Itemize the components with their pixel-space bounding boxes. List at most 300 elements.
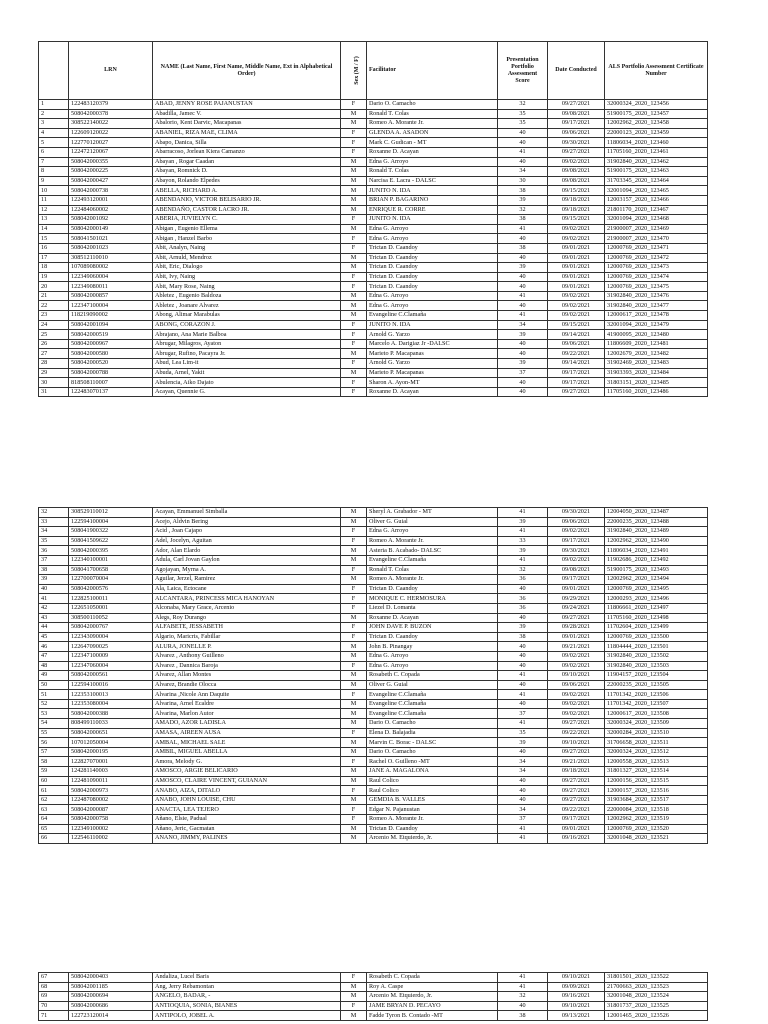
name-cell: Abuda, Arnel, Yakit	[153, 368, 341, 378]
facilitator-cell: BRIAN P. BAGARINO	[367, 195, 498, 205]
date-cell: 09/17/2021	[548, 575, 605, 585]
row-number: 62	[39, 795, 69, 805]
lrn-cell: 508042000561	[69, 671, 153, 681]
name-header: NAME (Last Name, First Name, Middle Name, Ext in Alphabetical Order)	[153, 42, 341, 100]
lrn-cell: 508042000738	[69, 186, 153, 196]
assessment-table-page-2	[38, 507, 708, 844]
name-cell: Alegs, Roy Durango	[153, 613, 341, 623]
name-cell: Abayan, Romnick D.	[153, 167, 341, 177]
name-cell: ALURA, JONELLE P.	[153, 642, 341, 652]
certificate-cell: 12000617_2020_123478	[605, 311, 708, 321]
facilitator-cell: Trictan D. Caandoy	[367, 584, 498, 594]
sex-cell: M	[341, 291, 367, 301]
row-number: 49	[39, 671, 69, 681]
certificate-cell: 12000769_2020_123471	[605, 243, 708, 253]
sex-cell: F	[341, 584, 367, 594]
table-row	[39, 757, 708, 767]
lrn-cell: 508042000378	[69, 109, 153, 119]
score-cell: 40	[498, 157, 548, 167]
lrn-cell: 508042000788	[69, 368, 153, 378]
sex-cell: M	[341, 205, 367, 215]
row-number: 31	[39, 387, 69, 397]
lrn-cell: 122594100004	[69, 517, 153, 527]
certificate-cell: 11701342_2020_123506	[605, 690, 708, 700]
sex-cell: F	[341, 661, 367, 671]
score-cell: 40	[498, 349, 548, 359]
date-cell: 09/13/2021	[548, 1011, 605, 1021]
score-cell: 41	[498, 973, 548, 983]
date-cell: 09/28/2021	[548, 623, 605, 633]
facilitator-cell: Roxanne D. Acayan	[367, 147, 498, 157]
name-cell: Abletez , Joanare Alvarez	[153, 301, 341, 311]
row-number: 61	[39, 786, 69, 796]
table-row	[39, 738, 708, 748]
certificate-cell: 12000617_2020_123508	[605, 709, 708, 719]
name-cell: Aguilar, Jerzel, Ramirez	[153, 575, 341, 585]
table-row	[39, 546, 708, 556]
row-number: 36	[39, 546, 69, 556]
score-cell: 32	[498, 100, 548, 110]
table-row	[39, 138, 708, 148]
lrn-cell: 122483120379	[69, 100, 153, 110]
sex-cell: M	[341, 263, 367, 273]
lrn-cell: 308512110010	[69, 253, 153, 263]
sex-cell: F	[341, 1001, 367, 1011]
date-cell: 09/01/2021	[548, 253, 605, 263]
row-number: 11	[39, 195, 69, 205]
certificate-cell: 51900175_2020_123457	[605, 109, 708, 119]
table-row	[39, 584, 708, 594]
facilitator-cell: Roxanne D. Acayan	[367, 613, 498, 623]
certificate-cell: 12000157_2020_123516	[605, 786, 708, 796]
score-cell: 38	[498, 632, 548, 642]
table-row	[39, 349, 708, 359]
name-cell: Amora, Melody G.	[153, 757, 341, 767]
score-cell: 39	[498, 359, 548, 369]
row-number: 9	[39, 176, 69, 186]
score-cell: 40	[498, 747, 548, 757]
row-number: 8	[39, 167, 69, 177]
sex-cell: F	[341, 973, 367, 983]
lrn-cell: 508042000576	[69, 584, 153, 594]
lrn-cell: 122827070001	[69, 757, 153, 767]
date-cell: 09/06/2021	[548, 128, 605, 138]
sex-cell: F	[341, 786, 367, 796]
facilitator-cell: GLENDA A. ASADON	[367, 128, 498, 138]
sex-cell: F	[341, 359, 367, 369]
certificate-cell: 31801501_2020_123522	[605, 973, 708, 983]
score-cell: 41	[498, 291, 548, 301]
table-row	[39, 815, 708, 825]
name-cell: Abrugar, Rufino, Pacayra Jr.	[153, 349, 341, 359]
row-number: 30	[39, 378, 69, 388]
table-row	[39, 805, 708, 815]
certificate-cell: 31903393_2020_123484	[605, 368, 708, 378]
name-cell: Abit, Eric, Dialogo	[153, 263, 341, 273]
sex-cell: F	[341, 690, 367, 700]
facilitator-cell: Arnold G. Yarzo	[367, 330, 498, 340]
sex-cell: M	[341, 671, 367, 681]
date-cell: 09/16/2021	[548, 992, 605, 1002]
lrn-cell: 122770120027	[69, 138, 153, 148]
sex-cell: M	[341, 992, 367, 1002]
table-row	[39, 157, 708, 167]
sex-cell: F	[341, 632, 367, 642]
sex-cell: M	[341, 709, 367, 719]
date-cell: 09/22/2021	[548, 349, 605, 359]
lrn-cell: 122493120001	[69, 195, 153, 205]
sex-cell: F	[341, 594, 367, 604]
row-number: 65	[39, 824, 69, 834]
name-cell: Andaliza, Lucel Baris	[153, 973, 341, 983]
row-number: 39	[39, 575, 69, 585]
name-cell: Abong, Alimar Marabulas	[153, 311, 341, 321]
row-number: 18	[39, 263, 69, 273]
row-number: 48	[39, 661, 69, 671]
name-cell: ABANIEL, RIZA MAE, CLIMA	[153, 128, 341, 138]
certificate-cell: 31703345_2020_123464	[605, 176, 708, 186]
score-cell: 40	[498, 378, 548, 388]
row-number: 14	[39, 224, 69, 234]
facilitator-cell: Romeo A. Morante Jr.	[367, 536, 498, 546]
table-row	[39, 834, 708, 844]
lrn-cell: 122483070137	[69, 387, 153, 397]
name-cell: ANACTA, LEA TEJERO	[153, 805, 341, 815]
lrn-cell: 122825100011	[69, 594, 153, 604]
lrn-cell: 508041700658	[69, 565, 153, 575]
certificate-cell: 12002962_2020_123490	[605, 536, 708, 546]
lrn-cell: 508041509622	[69, 536, 153, 546]
sex-cell: M	[341, 795, 367, 805]
row-number: 3	[39, 119, 69, 129]
certificate-cell: 22000084_2020_123518	[605, 805, 708, 815]
sex-cell: F	[341, 138, 367, 148]
certificate-cell: 21801170_2020_123467	[605, 205, 708, 215]
row-number: 32	[39, 508, 69, 518]
row-number: 5	[39, 138, 69, 148]
facilitator-cell: Dario O. Camacho	[367, 100, 498, 110]
name-cell: ABENDAÑO, CASTOR LACRO JR.	[153, 205, 341, 215]
certificate-cell: 12000156_2020_123515	[605, 776, 708, 786]
certificate-cell: 32000324_2020_123509	[605, 719, 708, 729]
facilitator-cell: Evangeline C.Clamaña	[367, 690, 498, 700]
date-cell: 09/24/2021	[548, 603, 605, 613]
facilitator-cell: John B. Pinangay	[367, 642, 498, 652]
sex-cell: F	[341, 330, 367, 340]
row-number: 16	[39, 243, 69, 253]
table-row	[39, 176, 708, 186]
sex-cell: F	[341, 527, 367, 537]
lrn-cell: 122353080004	[69, 699, 153, 709]
facilitator-cell: Trictan D. Caandoy	[367, 253, 498, 263]
name-cell: Acayan, Emmanuel Simballa	[153, 508, 341, 518]
row-number: 37	[39, 555, 69, 565]
row-number: 6	[39, 147, 69, 157]
name-cell: Abigan , Eugenio Ellema	[153, 224, 341, 234]
row-number: 50	[39, 680, 69, 690]
certificate-cell: 12000769_2020_123500	[605, 632, 708, 642]
score-cell: 39	[498, 623, 548, 633]
row-number: 46	[39, 642, 69, 652]
row-number: 71	[39, 1011, 69, 1021]
table-row	[39, 1001, 708, 1011]
table-row	[39, 651, 708, 661]
lrn-cell: 122700070004	[69, 575, 153, 585]
name-cell: Acejo, Aldvin Bering	[153, 517, 341, 527]
date-cell: 09/01/2021	[548, 824, 605, 834]
facilitator-cell: Edgar N. Pajanustan	[367, 805, 498, 815]
table-row	[39, 973, 708, 983]
lrn-cell: 122609120022	[69, 128, 153, 138]
date-cell: 09/30/2021	[548, 138, 605, 148]
score-cell: 34	[498, 757, 548, 767]
date-cell: 09/10/2021	[548, 1001, 605, 1011]
table-row	[39, 690, 708, 700]
date-cell: 09/02/2021	[548, 311, 605, 321]
lrn-cell: 122347060004	[69, 661, 153, 671]
score-cell: 40	[498, 387, 548, 397]
sex-cell: F	[341, 282, 367, 292]
facilitator-cell: Dario O. Camacho	[367, 719, 498, 729]
score-cell: 40	[498, 253, 548, 263]
score-cell: 41	[498, 147, 548, 157]
facilitator-cell: Trictan D. Caandoy	[367, 282, 498, 292]
sex-cell: M	[341, 1011, 367, 1021]
row-number: 67	[39, 973, 69, 983]
date-cell: 09/27/2021	[548, 776, 605, 786]
score-header: Presentation Portfolio Assessment Score	[498, 42, 548, 100]
certificate-cell: 51900175_2020_123493	[605, 565, 708, 575]
sex-cell: F	[341, 128, 367, 138]
lrn-cell: 508042000427	[69, 176, 153, 186]
table-row	[39, 253, 708, 263]
name-cell: AMOSCO, ARGIE BELICARIO	[153, 767, 341, 777]
date-cell: 09/17/2021	[548, 368, 605, 378]
score-cell: 38	[498, 215, 548, 225]
score-cell: 40	[498, 339, 548, 349]
name-cell: ABERIA, JUVIELYN C.	[153, 215, 341, 225]
lrn-cell: 122340100001	[69, 555, 153, 565]
lrn-cell: 508042000225	[69, 167, 153, 177]
certificate-cell: 11705160_2020_123486	[605, 387, 708, 397]
lrn-cell: 508042000087	[69, 805, 153, 815]
date-cell: 09/09/2021	[548, 982, 605, 992]
sex-cell: F	[341, 815, 367, 825]
row-number: 13	[39, 215, 69, 225]
facilitator-cell: Ronald T. Colas	[367, 565, 498, 575]
certificate-cell: 31903684_2020_123517	[605, 795, 708, 805]
lrn-cell: 508042000195	[69, 747, 153, 757]
row-number: 51	[39, 690, 69, 700]
facilitator-header: Facilitator	[367, 42, 498, 100]
sex-cell: M	[341, 301, 367, 311]
row-number: 70	[39, 1001, 69, 1011]
score-cell: 40	[498, 272, 548, 282]
score-cell: 36	[498, 575, 548, 585]
date-cell: 09/27/2021	[548, 719, 605, 729]
date-cell: 09/17/2021	[548, 536, 605, 546]
facilitator-cell: Marvin C. Borac - DALSC	[367, 738, 498, 748]
row-number: 53	[39, 709, 69, 719]
score-cell: 40	[498, 128, 548, 138]
table-row	[39, 215, 708, 225]
score-cell: 39	[498, 546, 548, 556]
lrn-cell: 122723120014	[69, 1011, 153, 1021]
lrn-cell: 122594100016	[69, 680, 153, 690]
sex-cell: F	[341, 387, 367, 397]
facilitator-cell: Rachel O. Guilleno -MT	[367, 757, 498, 767]
table-row	[39, 594, 708, 604]
sex-header-label: Sex (M / F)	[353, 56, 360, 85]
sex-cell: M	[341, 186, 367, 196]
facilitator-cell: Marcelo A. Darigiaz Jr -DALSC	[367, 339, 498, 349]
name-cell: ANANO, JIMMY, PALINES	[153, 834, 341, 844]
table-row	[39, 224, 708, 234]
score-cell: 30	[498, 176, 548, 186]
score-cell: 40	[498, 680, 548, 690]
score-cell: 36	[498, 603, 548, 613]
sex-cell: F	[341, 215, 367, 225]
table-row	[39, 632, 708, 642]
name-cell: ABAD, JENNY ROSE PAJANUSTAN	[153, 100, 341, 110]
certificate-cell: 31902840_2020_123503	[605, 661, 708, 671]
lrn-cell: 122347100004	[69, 301, 153, 311]
certificate-cell: 12001465_2020_123526	[605, 1011, 708, 1021]
row-number: 42	[39, 603, 69, 613]
certificate-cell: 21900007_2020_123470	[605, 234, 708, 244]
date-cell: 09/02/2021	[548, 709, 605, 719]
name-cell: Añano, Jeric, Gacmatan	[153, 824, 341, 834]
sex-cell: M	[341, 982, 367, 992]
score-cell: 39	[498, 195, 548, 205]
sex-cell: M	[341, 195, 367, 205]
sex-cell: M	[341, 767, 367, 777]
score-cell: 35	[498, 728, 548, 738]
sex-cell: F	[341, 805, 367, 815]
certificate-cell: 31902840_2020_123476	[605, 291, 708, 301]
table-row	[39, 205, 708, 215]
num-header	[39, 42, 69, 100]
name-cell: ANTIOQUIA, SONIA, BIANES	[153, 1001, 341, 1011]
lrn-cell: 122343090004	[69, 632, 153, 642]
row-number: 27	[39, 349, 69, 359]
sex-cell: M	[341, 747, 367, 757]
sex-cell: M	[341, 253, 367, 263]
date-cell: 09/02/2021	[548, 661, 605, 671]
sex-cell: F	[341, 757, 367, 767]
score-cell: 37	[498, 815, 548, 825]
table-row	[39, 508, 708, 518]
score-cell: 34	[498, 805, 548, 815]
sex-cell: M	[341, 157, 367, 167]
certificate-cell: 32001094_2020_123465	[605, 186, 708, 196]
score-cell: 41	[498, 224, 548, 234]
date-cell: 09/02/2021	[548, 157, 605, 167]
table-row	[39, 992, 708, 1002]
facilitator-cell: JANE A. MAGALONA	[367, 767, 498, 777]
date-cell: 09/16/2021	[548, 834, 605, 844]
name-cell: Abrugar, Milagros, Ayaton	[153, 339, 341, 349]
score-cell: 41	[498, 671, 548, 681]
row-number: 60	[39, 776, 69, 786]
table-row	[39, 555, 708, 565]
row-number: 47	[39, 651, 69, 661]
date-cell: 09/02/2021	[548, 699, 605, 709]
score-cell: 34	[498, 167, 548, 177]
name-cell: AMASA, AIREEN AUSA	[153, 728, 341, 738]
row-number: 12	[39, 205, 69, 215]
facilitator-cell: Trictan D. Caandoy	[367, 824, 498, 834]
certificate-cell: 12004050_2020_123487	[605, 508, 708, 518]
date-cell: 09/18/2021	[548, 195, 605, 205]
row-number: 29	[39, 368, 69, 378]
date-cell: 09/22/2021	[548, 728, 605, 738]
row-number: 38	[39, 565, 69, 575]
date-cell: 09/17/2021	[548, 119, 605, 129]
sex-cell: F	[341, 536, 367, 546]
name-cell: Alvarina, Marlon Autor	[153, 709, 341, 719]
row-number: 58	[39, 757, 69, 767]
sex-cell: F	[341, 243, 367, 253]
certificate-cell: 11806034_2020_123491	[605, 546, 708, 556]
lrn-cell: 122487080002	[69, 795, 153, 805]
date-cell: 09/02/2021	[548, 527, 605, 537]
row-number: 40	[39, 584, 69, 594]
row-number: 63	[39, 805, 69, 815]
date-header: Date Conducted	[548, 42, 605, 100]
lrn-cell: 124281140003	[69, 767, 153, 777]
table-row	[39, 195, 708, 205]
name-cell: Alvarez, Allan Montes	[153, 671, 341, 681]
row-number: 21	[39, 291, 69, 301]
score-cell: 39	[498, 330, 548, 340]
certificate-cell: 12000293_2020_123496	[605, 594, 708, 604]
score-cell: 39	[498, 517, 548, 527]
certificate-cell: 12002962_2020_123458	[605, 119, 708, 129]
table-row	[39, 263, 708, 273]
name-cell: Alconaba, Mary Grace, Arcenio	[153, 603, 341, 613]
name-cell: AMBAL, MICHAEL SALE	[153, 738, 341, 748]
score-cell: 40	[498, 795, 548, 805]
date-cell: 09/10/2021	[548, 973, 605, 983]
table-row	[39, 824, 708, 834]
row-number: 26	[39, 339, 69, 349]
score-cell: 41	[498, 824, 548, 834]
certificate-cell: 22000235_2020_123488	[605, 517, 708, 527]
date-cell: 09/01/2021	[548, 282, 605, 292]
facilitator-cell: Evangeline C.Clamaña	[367, 311, 498, 321]
sex-cell: M	[341, 167, 367, 177]
name-cell: Acid , Joan Cajapo	[153, 527, 341, 537]
name-cell: Alvarez , Dannica Baroja	[153, 661, 341, 671]
row-number: 66	[39, 834, 69, 844]
date-cell: 09/06/2021	[548, 680, 605, 690]
certificate-cell: 31706658_2020_123511	[605, 738, 708, 748]
certificate-cell: 11705160_2020_123461	[605, 147, 708, 157]
table-row	[39, 234, 708, 244]
lrn-cell: 122349080011	[69, 282, 153, 292]
table-row	[39, 147, 708, 157]
facilitator-cell: Trictan D. Caandoy	[367, 632, 498, 642]
facilitator-cell: MONIQUE C. HERMOSURA	[367, 594, 498, 604]
table-row	[39, 272, 708, 282]
table-row	[39, 613, 708, 623]
lrn-cell: 122349100002	[69, 824, 153, 834]
certificate-cell: 11806661_2020_123497	[605, 603, 708, 613]
table-row	[39, 767, 708, 777]
name-cell: ANTIPOLO, JOBEL A.	[153, 1011, 341, 1021]
lrn-cell: 122349060004	[69, 272, 153, 282]
